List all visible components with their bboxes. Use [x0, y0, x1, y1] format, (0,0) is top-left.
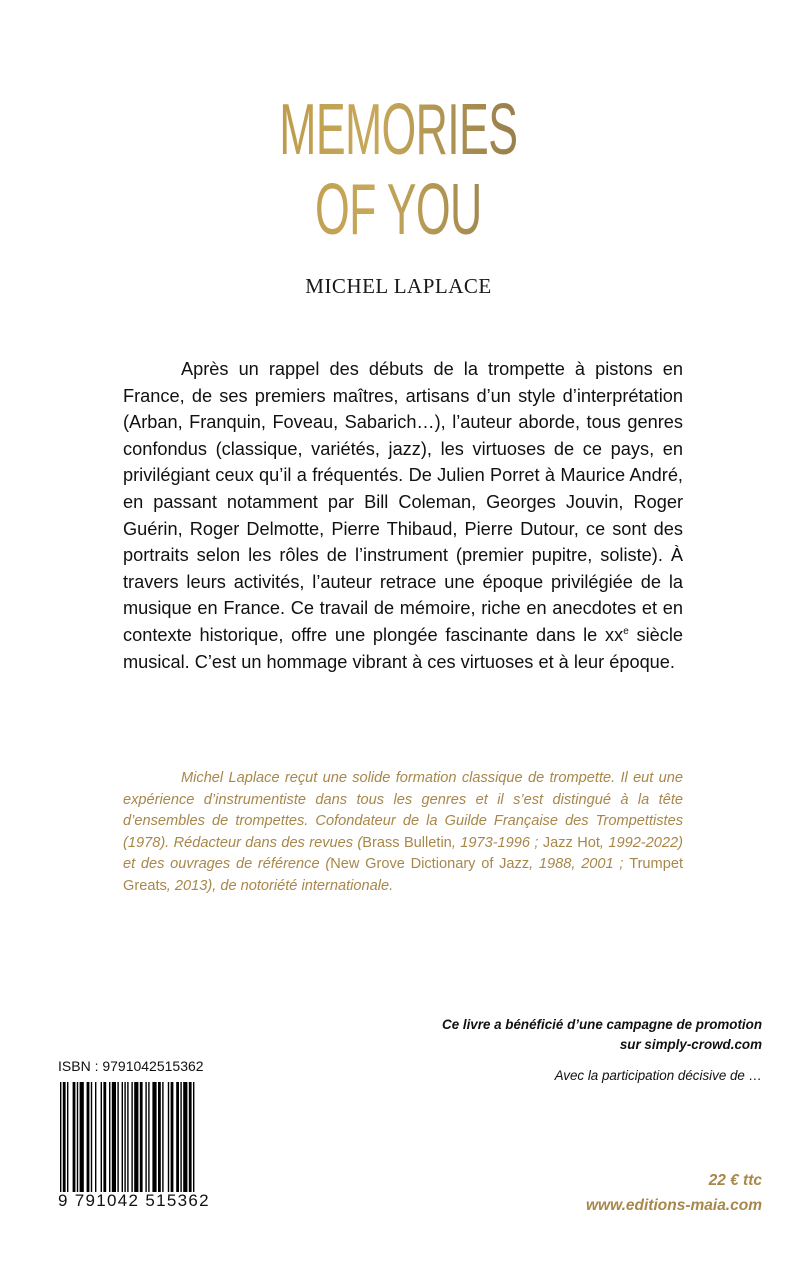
barcode-bar [183, 1082, 187, 1192]
bio-part: Michel Laplace reçut une solide formation classique de trompette. Il eut une expérience d’instrumentiste dans tous les genres et il s’est distingué à la tête d’ensembles de trompettes. Cofondateur de la Guilde Française des Trompettistes (1978). Rédacteur dans des revues ( [123, 770, 683, 851]
bio-part: , 2013), de notoriété internationale. [166, 877, 394, 894]
barcode-bar [127, 1082, 128, 1192]
bio-title-new-grove: New Grove Dictionary of Jazz [330, 856, 530, 872]
bio-part: , 1992-2022) et des ouvrages de référence ( [123, 834, 683, 872]
summary-superscript: e [623, 625, 629, 637]
summary-text-a: Après un rappel des débuts de la trompette à pistons en France, de ses premiers maîtres, artisans d’un style d’interprétation (Arban, Franquin, Foveau, Sabarich…), l’auteur aborde, tous genres confondus (classique, variétés, jazz), les virtuoses de ce pays, en privilégiant ceux qu’il a fréquentés. De Julien Porret à Maurice André, en passant notamment par Bill Coleman, Georges Jouvin, Roger Guérin, Roger Delmotte, Pierre Thibaud, Pierre Dutour, ce sont des portraits selon les rôles de l’instrument (premier pupitre, soliste). À travers leurs activités, l’auteur retrace une époque privilégiée de la musique en France. Ce travail de mémoire, riche en anecdotes et en contexte historique, offre une plongée fascinante dans le xx [123, 359, 683, 645]
barcode-bar [122, 1082, 123, 1192]
bio-part: , 1988, 2001 ; [529, 856, 630, 872]
barcode-bar [152, 1082, 156, 1192]
publisher-website: www.editions-maia.com [586, 1197, 762, 1214]
barcode-bar [112, 1082, 116, 1192]
barcode-bar [162, 1082, 163, 1192]
barcode-bar [87, 1082, 90, 1192]
bio-title-brass-bulletin: Brass Bulletin [362, 834, 452, 851]
bio-title-trumpet-greats: Trumpet Greats [123, 856, 683, 894]
promo-line-1: Ce livre a bénéficié d’une campagne de promotion [442, 1017, 762, 1032]
barcode-bar [145, 1082, 146, 1192]
barcode-bar [95, 1082, 96, 1192]
barcode-bar [67, 1082, 68, 1192]
barcode-bar [91, 1082, 92, 1192]
barcode-bar [168, 1082, 169, 1192]
isbn-label: ISBN : 9791042515362 [58, 1058, 204, 1074]
barcode-bar [63, 1082, 66, 1192]
barcode-digits: 9 791042 515362 [58, 1191, 210, 1210]
summary-text-b: siècle musical. C’est un hommage vibrant à ces virtuoses et à leur époque. [123, 624, 683, 672]
author-name: MICHEL LAPLACE [305, 274, 492, 298]
participation-note: Avec la participation décisive de … [554, 1068, 762, 1083]
barcode-bar [148, 1082, 149, 1192]
promo-line-2: sur simply-crowd.com [619, 1037, 762, 1052]
bio-title-jazz-hot: Jazz Hot [542, 834, 600, 851]
bio-part: , 1973-1996 ; [451, 834, 543, 851]
barcode-bar [109, 1082, 110, 1192]
barcode-block [58, 1058, 218, 1211]
barcode-bar [80, 1082, 84, 1192]
barcode-bar [134, 1082, 138, 1192]
author-biography [123, 768, 683, 897]
barcode-bar [103, 1082, 106, 1192]
barcode-bar [101, 1082, 102, 1192]
title-line-2: OF YOU [151, 170, 645, 250]
book-title [151, 90, 645, 250]
title-line-1: MEMORIES [151, 90, 645, 170]
barcode-bar [77, 1082, 78, 1192]
barcode-bar [180, 1082, 181, 1192]
barcode-bar [117, 1082, 118, 1192]
barcode-bar [140, 1082, 143, 1192]
barcode-bar [73, 1082, 76, 1192]
barcode-bar [60, 1082, 61, 1192]
barcode-bar [193, 1082, 194, 1192]
price: 22 € ttc [708, 1172, 762, 1189]
barcode-bar [171, 1082, 174, 1192]
barcode-bar [176, 1082, 179, 1192]
book-summary [123, 356, 683, 675]
barcode-bar [131, 1082, 132, 1192]
barcode-bar [189, 1082, 192, 1192]
promotion-note [342, 1015, 762, 1055]
barcode-bar [124, 1082, 125, 1192]
barcode-image [58, 1082, 210, 1192]
barcode-bar [158, 1082, 161, 1192]
